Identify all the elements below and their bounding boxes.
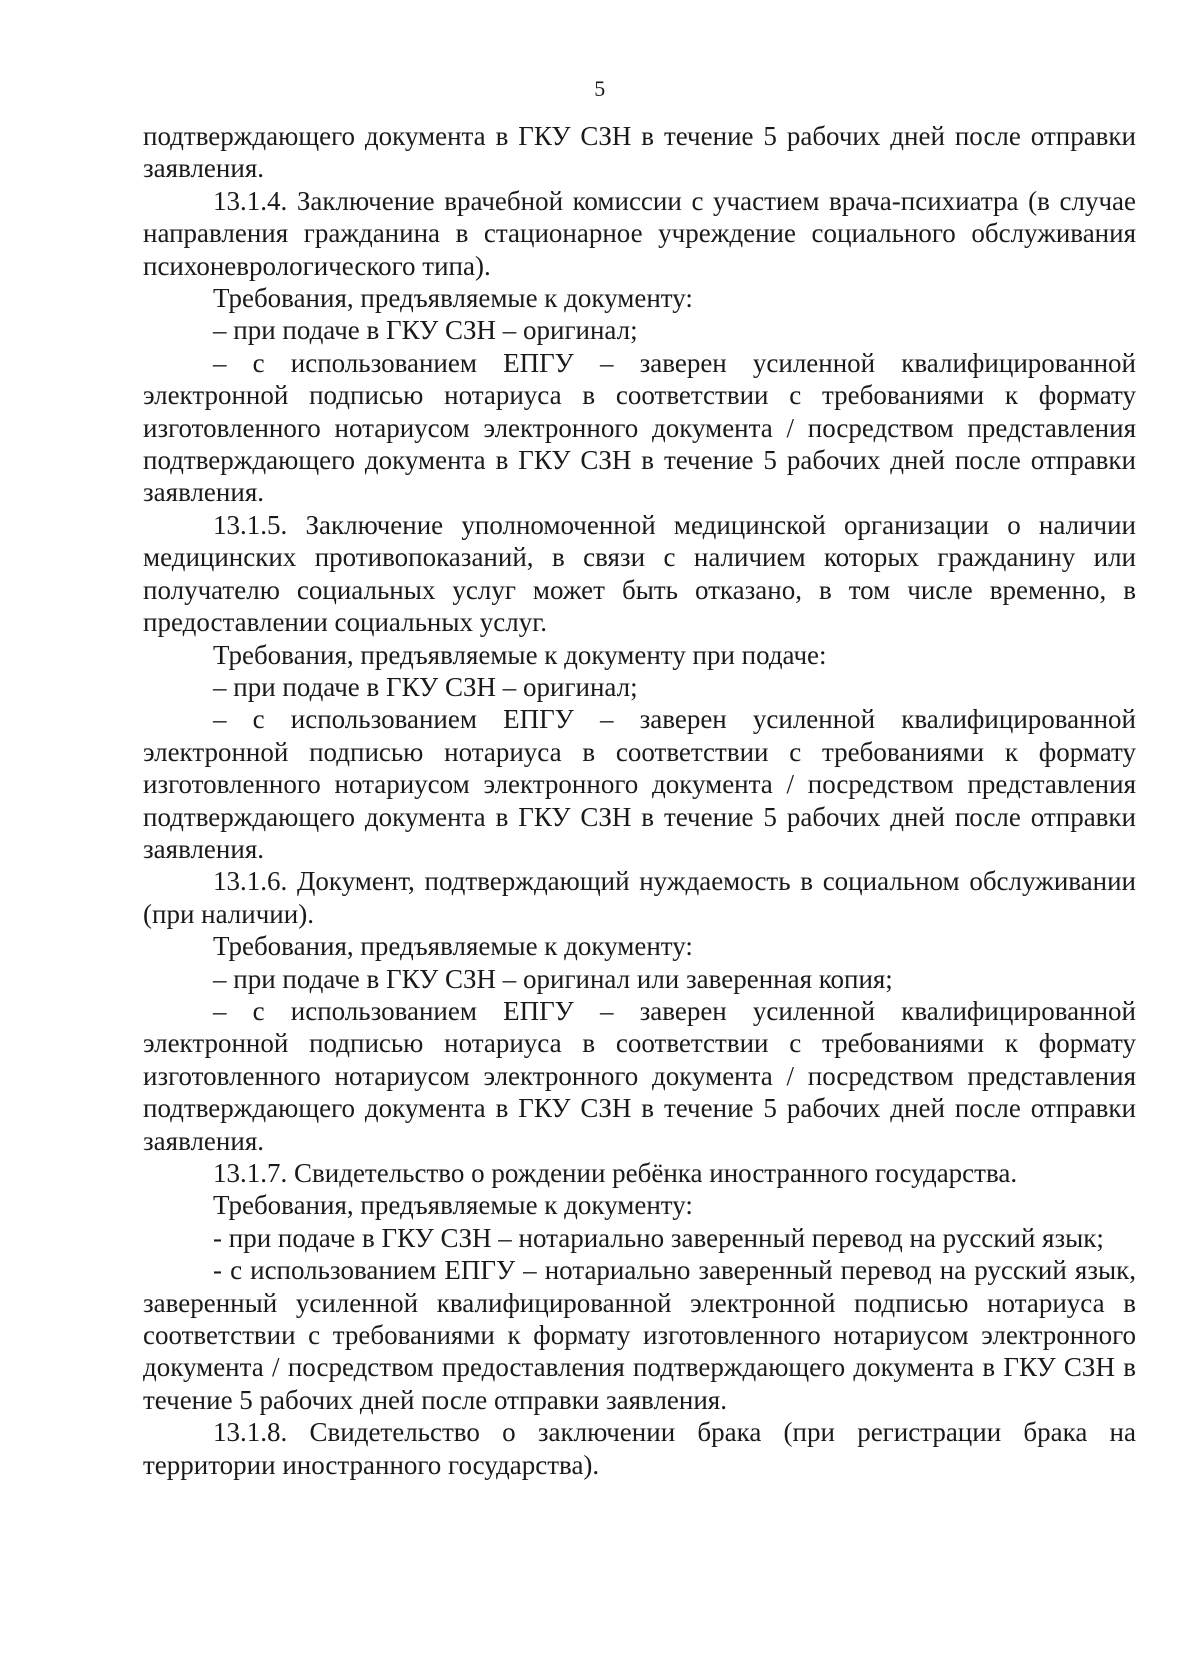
- page-number: 5: [594, 76, 606, 101]
- paragraph-list-item: - с использованием ЕПГУ – нотариально заверенный перевод на русский язык, заверенный усиленной квалифицированной электронной подписью нотариуса в соответствии с требованиями к формату изготовленного нотариусом электронного документа / посредством предоставления подтверждающего документа в ГКУ СЗН в течение 5 рабочих дней после отправки заявления.: [143, 1255, 1136, 1415]
- paragraph-list-item: – с использованием ЕПГУ – заверен усиленной квалифицированной электронной подписью нотариуса в соответствии с требованиями к формату изготовленного нотариусом электронного документа / посредством представления подтверждающего документа в ГКУ СЗН в течение 5 рабочих дней после отправки заявления.: [143, 704, 1136, 864]
- paragraph-list-item: – при подаче в ГКУ СЗН – оригинал;: [213, 315, 638, 346]
- paragraph-requirements: Требования, предъявляемые к документу при подаче:: [213, 639, 827, 670]
- paragraph-list-item: – при подаче в ГКУ СЗН – оригинал или заверенная копия;: [213, 963, 893, 994]
- paragraph-13-1-7: 13.1.7. Свидетельство о рождении ребёнка иностранного государства.: [213, 1158, 1018, 1188]
- paragraph-requirements: Требования, предъявляемые к документу:: [213, 931, 693, 962]
- document-body: [143, 120, 1136, 1481]
- paragraph-13-1-6: 13.1.6. Документ, подтверждающий нуждаемость в социальном обслуживании (при наличии).: [143, 866, 1136, 929]
- paragraph-requirements: Требования, предъявляемые к документу:: [213, 1190, 693, 1221]
- paragraph-list-item: - при подаче в ГКУ СЗН – нотариально заверенный перевод на русский язык;: [213, 1222, 1104, 1253]
- paragraph-list-item: – с использованием ЕПГУ – заверен усиленной квалифицированной электронной подписью нотариуса в соответствии с требованиями к формату изготовленного нотариусом электронного документа / посредством представления подтверждающего документа в ГКУ СЗН в течение 5 рабочих дней после отправки заявления.: [143, 995, 1136, 1156]
- paragraph-requirements: Требования, предъявляемые к документу:: [213, 283, 693, 314]
- paragraph-13-1-5: 13.1.5. Заключение уполномоченной медицинской организации о наличии медицинских противопоказаний, в связи с наличием которых гражданину или получателю социальных услуг может быть отказано, в том числе временно, в предоставлении социальных услуг.: [143, 509, 1136, 638]
- paragraph-continuation: подтверждающего документа в ГКУ СЗН в течение 5 рабочих дней после отправки заявления.: [143, 121, 1136, 184]
- paragraph-list-item: – при подаче в ГКУ СЗН – оригинал;: [213, 671, 638, 702]
- paragraph-list-item: – с использованием ЕПГУ – заверен усиленной квалифицированной электронной подписью нотариуса в соответствии с требованиями к формату изготовленного нотариусом электронного документа / посредством представления подтверждающего документа в ГКУ СЗН в течение 5 рабочих дней после отправки заявления.: [143, 347, 1136, 508]
- paragraph-13-1-4: 13.1.4. Заключение врачебной комиссии с участием врача-психиатра (в случае направления гражданина в стационарное учреждение социального обслуживания психоневрологического типа).: [143, 185, 1136, 281]
- paragraph-13-1-8: 13.1.8. Свидетельство о заключении брака (при регистрации брака на территории иностранного государства).: [143, 1417, 1136, 1480]
